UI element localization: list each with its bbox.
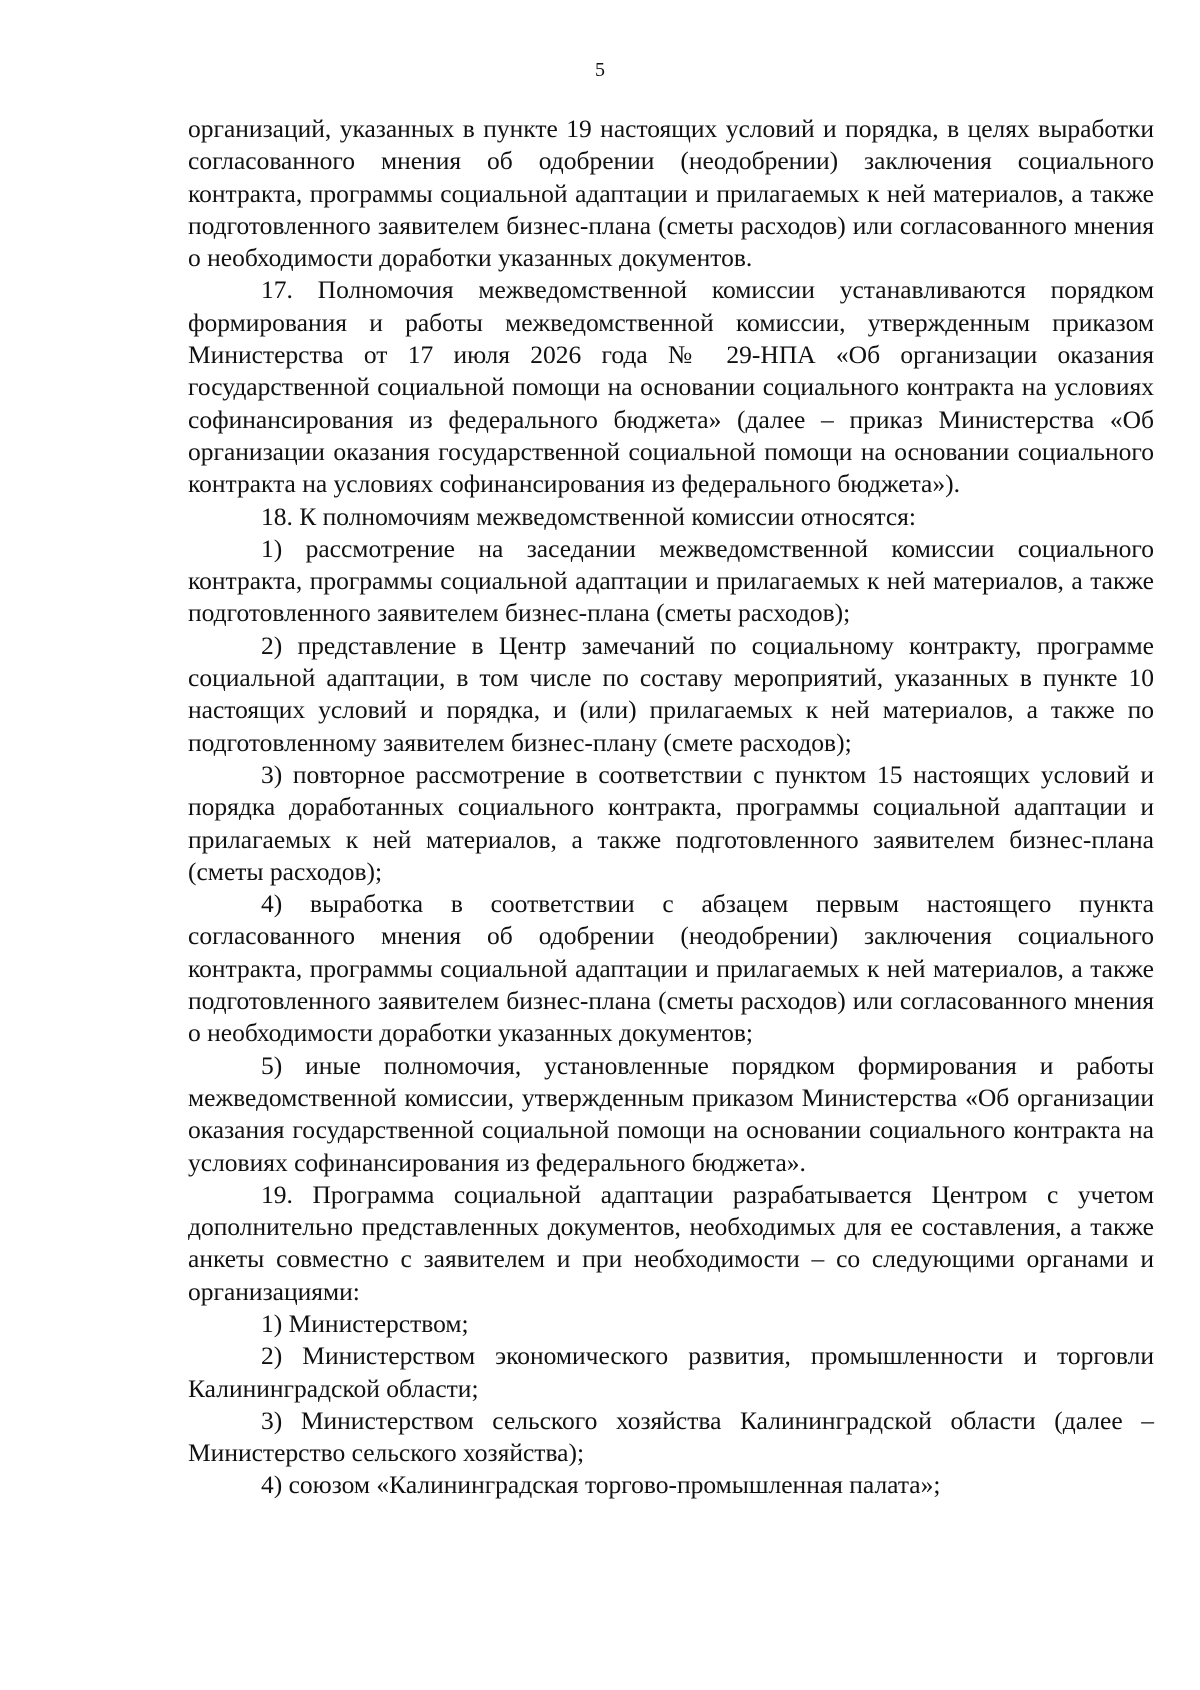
paragraph-item-17: 17. Полномочия межведомственной комиссии устанавливаются порядком формирования и работы межведомственной комиссии, утвержденным приказом Министерства от 17 июля 2026 года № 29-НПА «Об организации оказания государственной социальной помощи на основании социального контракта на условиях софинансирования из федерального бюджета» (далее – приказ Министерства «Об организации оказания государственной социальной помощи на основании социального контракта на условиях софинансирования из федерального бюджета»).: [188, 275, 1154, 499]
paragraph-item-19: 19. Программа социальной адаптации разрабатывается Центром с учетом дополнительно представленных документов, необходимых для ее составления, а также анкеты совместно с заявителем и при необходимости – со следующими органами и организациями:: [188, 1179, 1154, 1306]
document-body: [188, 113, 1154, 1502]
paragraph-item-18-4: 4) выработка в соответствии с абзацем первым настоящего пункта согласованного мнения об одобрении (неодобрении) заключения социального контракта, программы социальной адаптации и прилагаемых к ней материалов, а также подготовленного заявителем бизнес-плана (сметы расходов) или согласованного мнения о необходимости доработки указанных документов;: [188, 889, 1154, 1048]
paragraph-item-18-1: 1) рассмотрение на заседании межведомственной комиссии социального контракта, программы социальной адаптации и прилагаемых к ней материалов, а также подготовленного заявителем бизнес-плана (сметы расходов);: [188, 533, 1154, 628]
paragraph-item-19-3: 3) Министерством сельского хозяйства Калининградской области (далее – Министерство сельского хозяйства);: [188, 1405, 1154, 1468]
paragraph-item-19-1: 1) Министерством;: [261, 1308, 469, 1338]
paragraph-item-19-4: 4) союзом «Калининградская торгово-промышленная палата»;: [261, 1470, 941, 1500]
paragraph-item-18-3: 3) повторное рассмотрение в соответствии с пунктом 15 настоящих условий и порядка доработанных социального контракта, программы социальной адаптации и прилагаемых к ней материалов, а также подготовленного заявителем бизнес-плана (сметы расходов);: [188, 759, 1154, 886]
paragraph-item-18-2: 2) представление в Центр замечаний по социальному контракту, программе социальной адаптации, в том числе по составу мероприятий, указанных в пункте 10 настоящих условий и порядка, и (или) прилагаемых к ней материалов, а также по подготовленному заявителем бизнес-плану (смете расходов);: [188, 630, 1154, 757]
paragraph-item-18-5: 5) иные полномочия, установленные порядком формирования и работы межведомственной комиссии, утвержденным приказом Министерства «Об организации оказания государственной социальной помощи на основании социального контракта на условиях софинансирования из федерального бюджета».: [188, 1050, 1154, 1177]
paragraph-item-19-2: 2) Министерством экономического развития, промышленности и торговли Калининградской области;: [188, 1341, 1154, 1403]
page-number: 5: [595, 59, 605, 81]
paragraph-item-18: 18. К полномочиям межведомственной комиссии относятся:: [261, 501, 916, 531]
paragraph-continuation: организаций, указанных в пункте 19 настоящих условий и порядка, в целях выработки согласованного мнения об одобрении (неодобрении) заключения социального контракта, программы социальной адаптации и прилагаемых к ней материалов, а также подготовленного заявителем бизнес-плана (сметы расходов) или согласованного мнения о необходимости доработки указанных документов.: [188, 114, 1154, 273]
